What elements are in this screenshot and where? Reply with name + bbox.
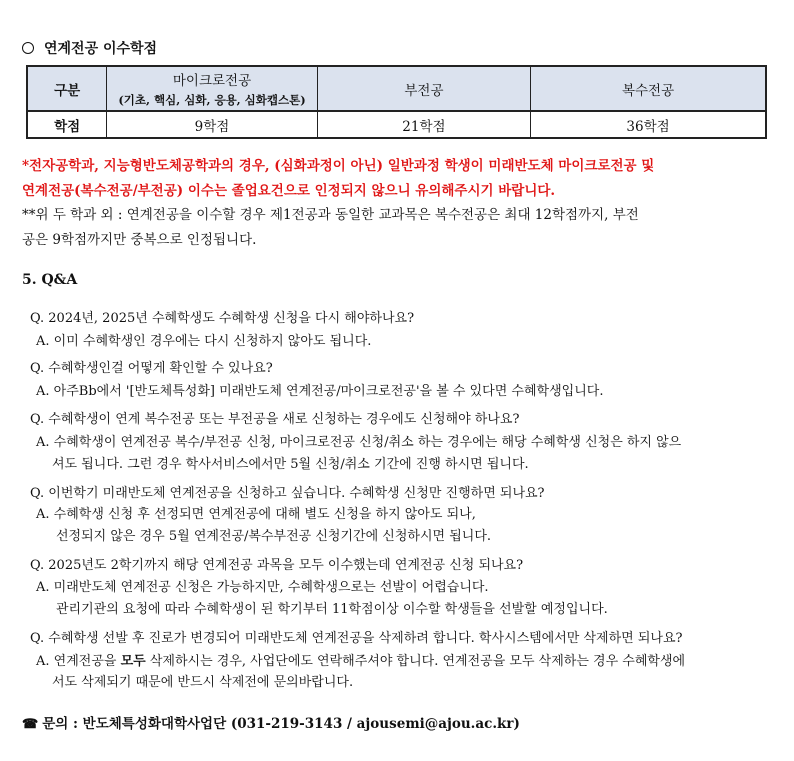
question-3: Q. 수혜학생이 연계 복수전공 또는 부전공을 새로 신청하는 경우에도 신청해야 하나요? — [30, 412, 520, 427]
warning-note-line2: 연계전공(복수전공/부전공) 이수는 졸업요건으로 인정되지 않으니 유의해주시기 바랍니다. — [22, 183, 556, 199]
answer-6-bold: 모두 — [120, 654, 146, 669]
table-header-minor: 부전공 — [317, 66, 530, 111]
answer-6-pre: A. 연계전공을 — [36, 654, 121, 669]
table-row-label: 학점 — [27, 111, 107, 138]
table-header-row — [27, 66, 766, 111]
question-1: Q. 2024년, 2025년 수혜학생도 수혜학생 신청을 다시 해야하나요? — [30, 311, 415, 326]
contact-line — [22, 712, 520, 732]
answer-5-line1: A. 미래반도체 연계전공 신청은 가능하지만, 수혜학생으로는 선발이 어렵습니다. — [36, 580, 489, 595]
table-cell-micro: 9학점 — [107, 111, 317, 138]
warning-note-line1: *전자공학과, 지능형반도체공학과의 경우, (심화과정이 아닌) 일반과정 학생이 미래반도체 마이크로전공 및 — [22, 158, 655, 174]
section-title-text: 연계전공 이수학점 — [44, 41, 158, 57]
table-header-micro — [107, 66, 317, 111]
qa-heading: 5. Q&A — [22, 272, 78, 288]
answer-6-line1 — [36, 650, 685, 669]
contact-text: 문의 : 반도체특성화대학사업단 (031-219-3143 / ajousemi@ajou.ac.kr) — [42, 716, 520, 732]
table-cell-minor: 21학점 — [317, 111, 530, 138]
question-6: Q. 수혜학생 선발 후 진로가 변경되어 미래반도체 연계전공을 삭제하려 합니다. 학사시스템에서만 삭제하면 되나요? — [30, 631, 683, 646]
answer-5-line2: 관리기관의 요청에 따라 수혜학생이 된 학기부터 11학점이상 이수할 학생들을 선발할 예정입니다. — [56, 602, 608, 617]
phone-icon: ☎ — [22, 717, 39, 732]
note-line2: 공은 9학점까지만 중복으로 인정됩니다. — [22, 232, 257, 248]
section-title — [22, 38, 157, 58]
micro-subtitle: (기초, 핵심, 심화, 응용, 심화캡스톤) — [118, 93, 306, 107]
credits-table — [26, 65, 767, 139]
answer-4-line1: A. 수혜학생 신청 후 선정되면 연계전공에 대해 별도 신청을 하지 않아도 되나, — [36, 507, 476, 522]
micro-title: 마이크로전공 — [172, 73, 252, 89]
answer-3-line1: A. 수혜학생이 연계전공 복수/부전공 신청, 마이크로전공 신청/취소 하는 경우에는 해당 수혜학생 신청은 하지 않으 — [36, 435, 682, 450]
note-line1: **위 두 학과 외 : 연계전공을 이수할 경우 제1전공과 동일한 교과목은 복수전공은 최대 12학점까지, 부전 — [22, 207, 639, 223]
table-row — [27, 111, 766, 138]
answer-6-line2: 서도 삭제되기 때문에 반드시 삭제전에 문의바랍니다. — [52, 675, 354, 690]
answer-2: A. 아주Bb에서 '[반도체특성화] 미래반도체 연계전공/마이크로전공'을 볼 수 있다면 수혜학생입니다. — [36, 384, 604, 399]
question-2: Q. 수혜학생인걸 어떻게 확인할 수 있나요? — [30, 361, 273, 376]
table-header-double: 복수전공 — [531, 66, 766, 111]
answer-1: A. 이미 수혜학생인 경우에는 다시 신청하지 않아도 됩니다. — [36, 334, 372, 349]
table-cell-double: 36학점 — [531, 111, 766, 138]
table-header-label: 구분 — [27, 66, 107, 111]
question-5: Q. 2025년도 2학기까지 해당 연계전공 과목을 모두 이수했는데 연계전공 신청 되나요? — [30, 558, 524, 573]
question-4: Q. 이번학기 미래반도체 연계전공을 신청하고 싶습니다. 수혜학생 신청만 진행하면 되나요? — [30, 486, 545, 501]
answer-4-line2: 선정되지 않은 경우 5월 연계전공/복수부전공 신청기간에 신청하시면 됩니다. — [56, 529, 492, 544]
answer-6-post: 삭제하시는 경우, 사업단에도 연락해주셔야 합니다. 연계전공을 모두 삭제하는 경우 수혜학생에 — [145, 654, 686, 669]
circle-bullet-icon — [22, 42, 34, 54]
answer-3-line2: 셔도 됩니다. 그런 경우 학사서비스에서만 5월 신청/취소 기간에 진행 하시면 됩니다. — [52, 457, 529, 472]
